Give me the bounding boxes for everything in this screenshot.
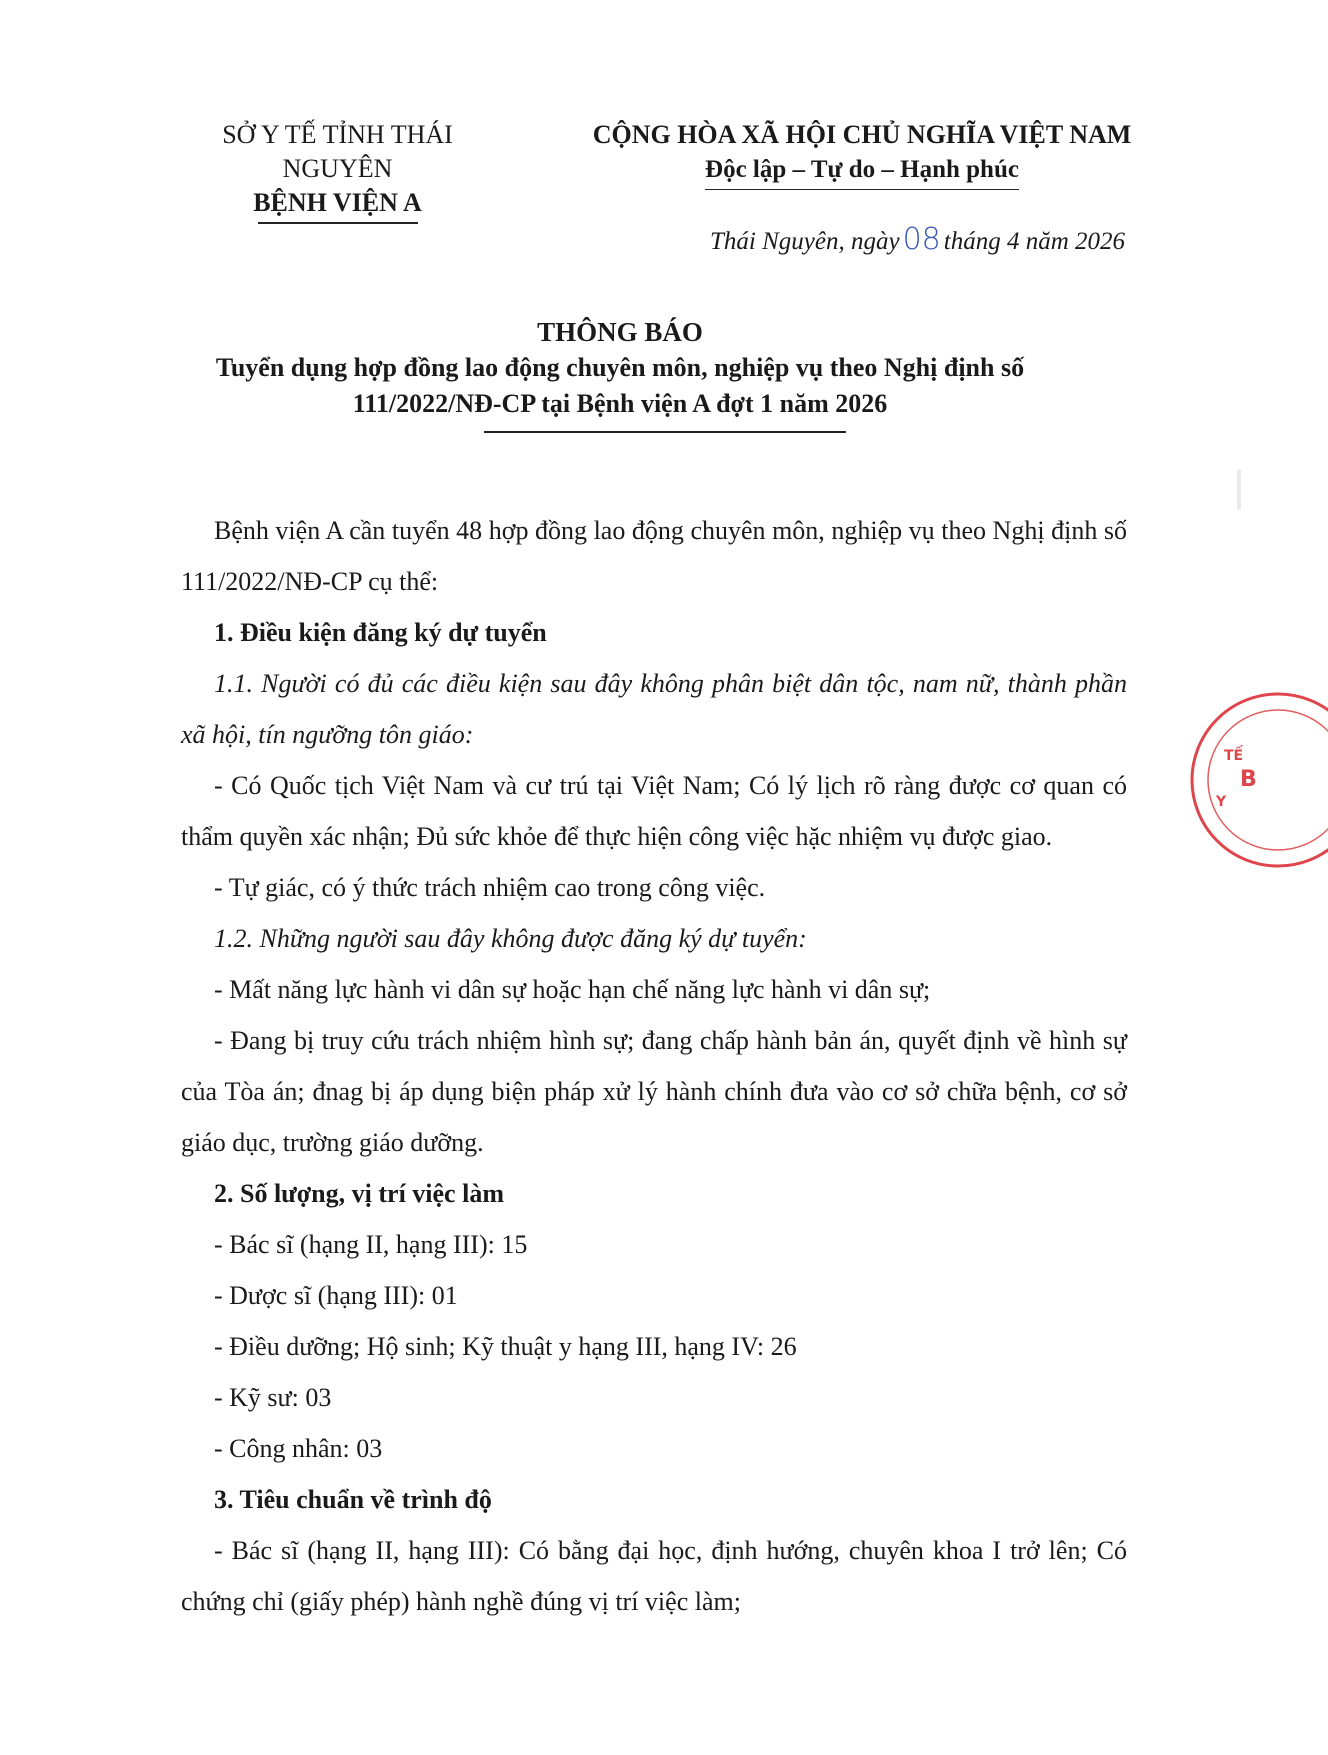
unit-underline	[258, 222, 418, 224]
section-2-heading: 2. Số lượng, vị trí việc làm	[214, 1179, 504, 1208]
title-subtitle-line1: Tuyển dụng hợp đồng lao động chuyên môn, nghiệp vụ theo Nghị định số	[215, 353, 1025, 382]
section-1-2-item: - Mất năng lực hành vi dân sự hoặc hạn chế năng lực hành vi dân sự;	[214, 975, 931, 1004]
section-3-heading: 3. Tiêu chuẩn về trình độ	[214, 1485, 492, 1514]
intro-paragraph: Bệnh viện A cần tuyển 48 hợp đồng lao động chuyên môn, nghiệp vụ theo Nghị định số 111/2022/NĐ-CP cụ thể:	[181, 516, 1127, 596]
date-prefix: Thái Nguyên, ngày	[709, 228, 900, 255]
document-body	[181, 505, 1127, 1627]
issuing-agency-block	[165, 118, 510, 224]
section-1-2: 1.2. Những người sau đây không được đăng ký dự tuyển:	[214, 924, 807, 953]
official-seal-stamp	[1188, 690, 1328, 870]
section-1-1-item: - Tự giác, có ý thức trách nhiệm cao trong công việc.	[214, 873, 766, 902]
position-item: - Kỹ sư: 03	[214, 1383, 332, 1412]
section-1-heading: 1. Điều kiện đăng ký dự tuyển	[214, 618, 547, 647]
svg-text:TẾ: TẾ	[1224, 748, 1244, 764]
title-underline	[484, 431, 846, 433]
section-1-2-item: - Đang bị truy cứu trách nhiệm hình sự; đang chấp hành bản án, quyết định về hình sự của Tòa án; đnag bị áp dụng biện pháp xử lý hành chính đưa vào cơ sở chữa bệnh, cơ sở giáo dục, trường giáo dưỡng.	[181, 1026, 1127, 1157]
svg-text:B: B	[1240, 767, 1257, 792]
date-day-handwritten: 08	[902, 222, 941, 257]
section-1-1: 1.1. Người có đủ các điều kiện sau đây không phân biệt dân tộc, nam nữ, thành phần xã hội, tín ngưỡng tôn giáo:	[181, 669, 1127, 749]
svg-text:Y: Y	[1216, 794, 1227, 810]
position-item: - Công nhân: 03	[214, 1434, 383, 1463]
document-title	[120, 314, 1120, 422]
position-item: - Bác sĩ (hạng II, hạng III): 15	[214, 1230, 528, 1259]
scan-edge-artifact	[1237, 470, 1241, 510]
section-3-item: - Bác sĩ (hạng II, hạng III): Có bằng đại học, định hướng, chuyên khoa I trở lên; Có chứng chỉ (giấy phép) hành nghề đúng vị trí việc làm;	[181, 1536, 1127, 1616]
section-1-1-item: - Có Quốc tịch Việt Nam và cư trú tại Việt Nam; Có lý lịch rõ ràng được cơ quan có thẩm quyền xác nhận; Đủ sức khỏe để thực hiện công việc hặc nhiệm vụ được giao.	[181, 771, 1127, 851]
date-suffix: tháng 4 năm 2026	[943, 228, 1125, 255]
title-subtitle-line2: 111/2022/NĐ-CP tại Bệnh viện A đợt 1 năm 2026	[352, 389, 888, 418]
unit-name: BỆNH VIỆN A	[253, 188, 422, 217]
agency-name: SỞ Y TẾ TỈNH THÁI NGUYÊN	[222, 120, 453, 183]
position-item: - Dược sĩ (hạng III): 01	[214, 1281, 458, 1310]
document-date	[710, 222, 1125, 257]
title-main: THÔNG BÁO	[537, 317, 703, 347]
country-name: CỘNG HÒA XÃ HỘI CHỦ NGHĨA VIỆT NAM	[592, 120, 1132, 149]
position-item: - Điều dưỡng; Hộ sinh; Kỹ thuật y hạng III, hạng IV: 26	[214, 1332, 797, 1361]
national-motto: Độc lập – Tự do – Hạnh phúc	[705, 153, 1019, 190]
national-header-block	[582, 118, 1142, 190]
